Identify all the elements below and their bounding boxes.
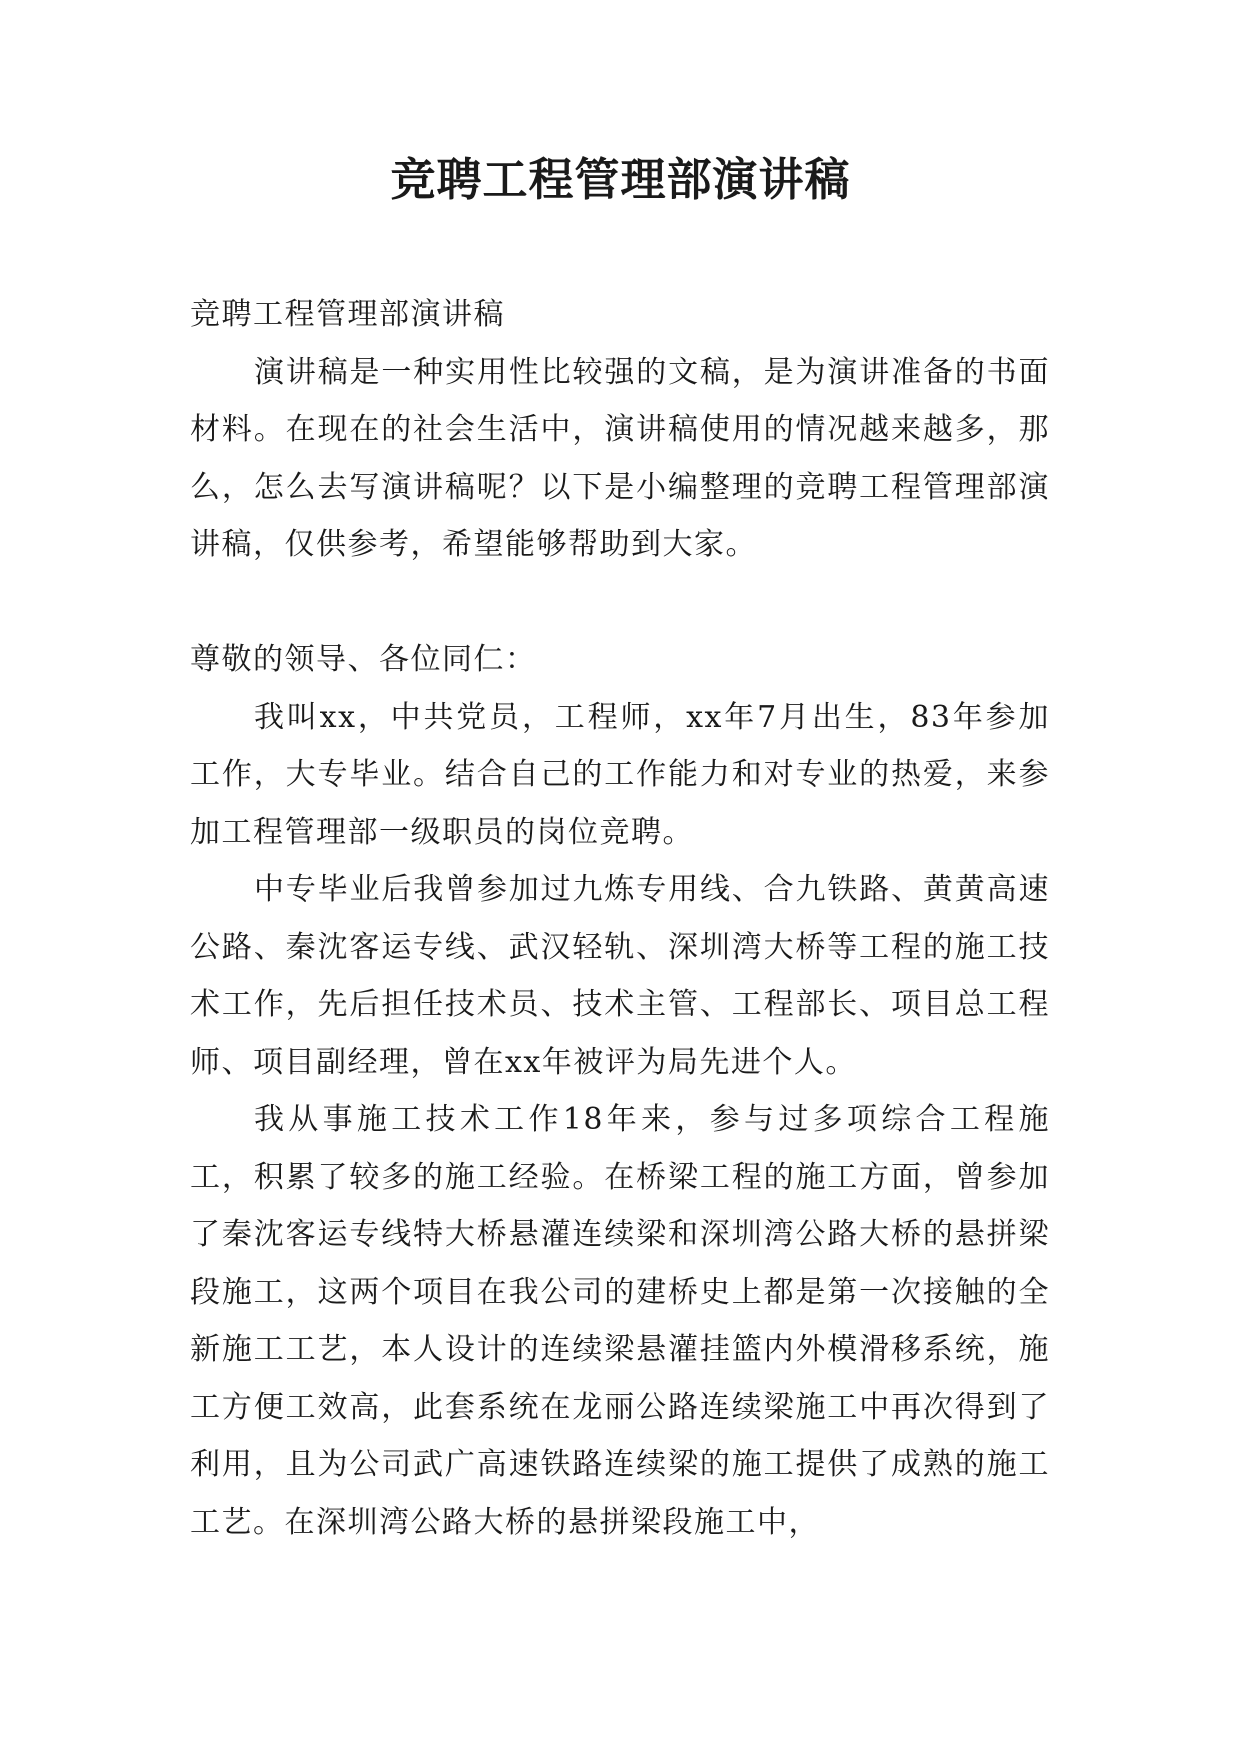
- salutation: 尊敬的领导、各位同仁：: [190, 642, 537, 677]
- blank-line: [190, 574, 1050, 632]
- document-subtitle: 竞聘工程管理部演讲稿: [190, 297, 505, 332]
- document-title: 竞聘工程管理部演讲稿: [390, 153, 851, 206]
- body-paragraph-1: 我叫xx，中共党员，工程师，xx年7月出生，83年参加工作，大专毕业。结合自己的工作能力和对专业的热爱，来参加工程管理部一级职员的岗位竞聘。: [190, 699, 1050, 850]
- intro-paragraph: 演讲稿是一种实用性比较强的文稿，是为演讲准备的书面材料。在现在的社会生活中，演讲稿使用的情况越来越多，那么，怎么去写演讲稿呢？以下是小编整理的竞聘工程管理部演讲稿，仅供参考，希望能够帮助到大家。: [190, 354, 1050, 562]
- document-body: [190, 286, 1050, 1551]
- body-paragraph-3: 我从事施工技术工作18年来，参与过多项综合工程施工，积累了较多的施工经验。在桥梁工程的施工方面，曾参加了秦沈客运专线特大桥悬灌连续梁和深圳湾公路大桥的悬拼梁段施工，这两个项目在我公司的建桥史上都是第一次接触的全新施工工艺，本人设计的连续梁悬灌挂篮内外模滑移系统，施工方便工效高，此套系统在龙丽公路连续梁施工中再次得到了利用，且为公司武广高速铁路连续梁的施工提供了成熟的施工工艺。在深圳湾公路大桥的悬拼梁段施工中，: [190, 1102, 1050, 1540]
- body-paragraph-2: 中专毕业后我曾参加过九炼专用线、合九铁路、黄黄高速公路、秦沈客运专线、武汉轻轨、深圳湾大桥等工程的施工技术工作，先后担任技术员、技术主管、工程部长、项目总工程师、项目副经理，曾在xx年被评为局先进个人。: [190, 872, 1050, 1080]
